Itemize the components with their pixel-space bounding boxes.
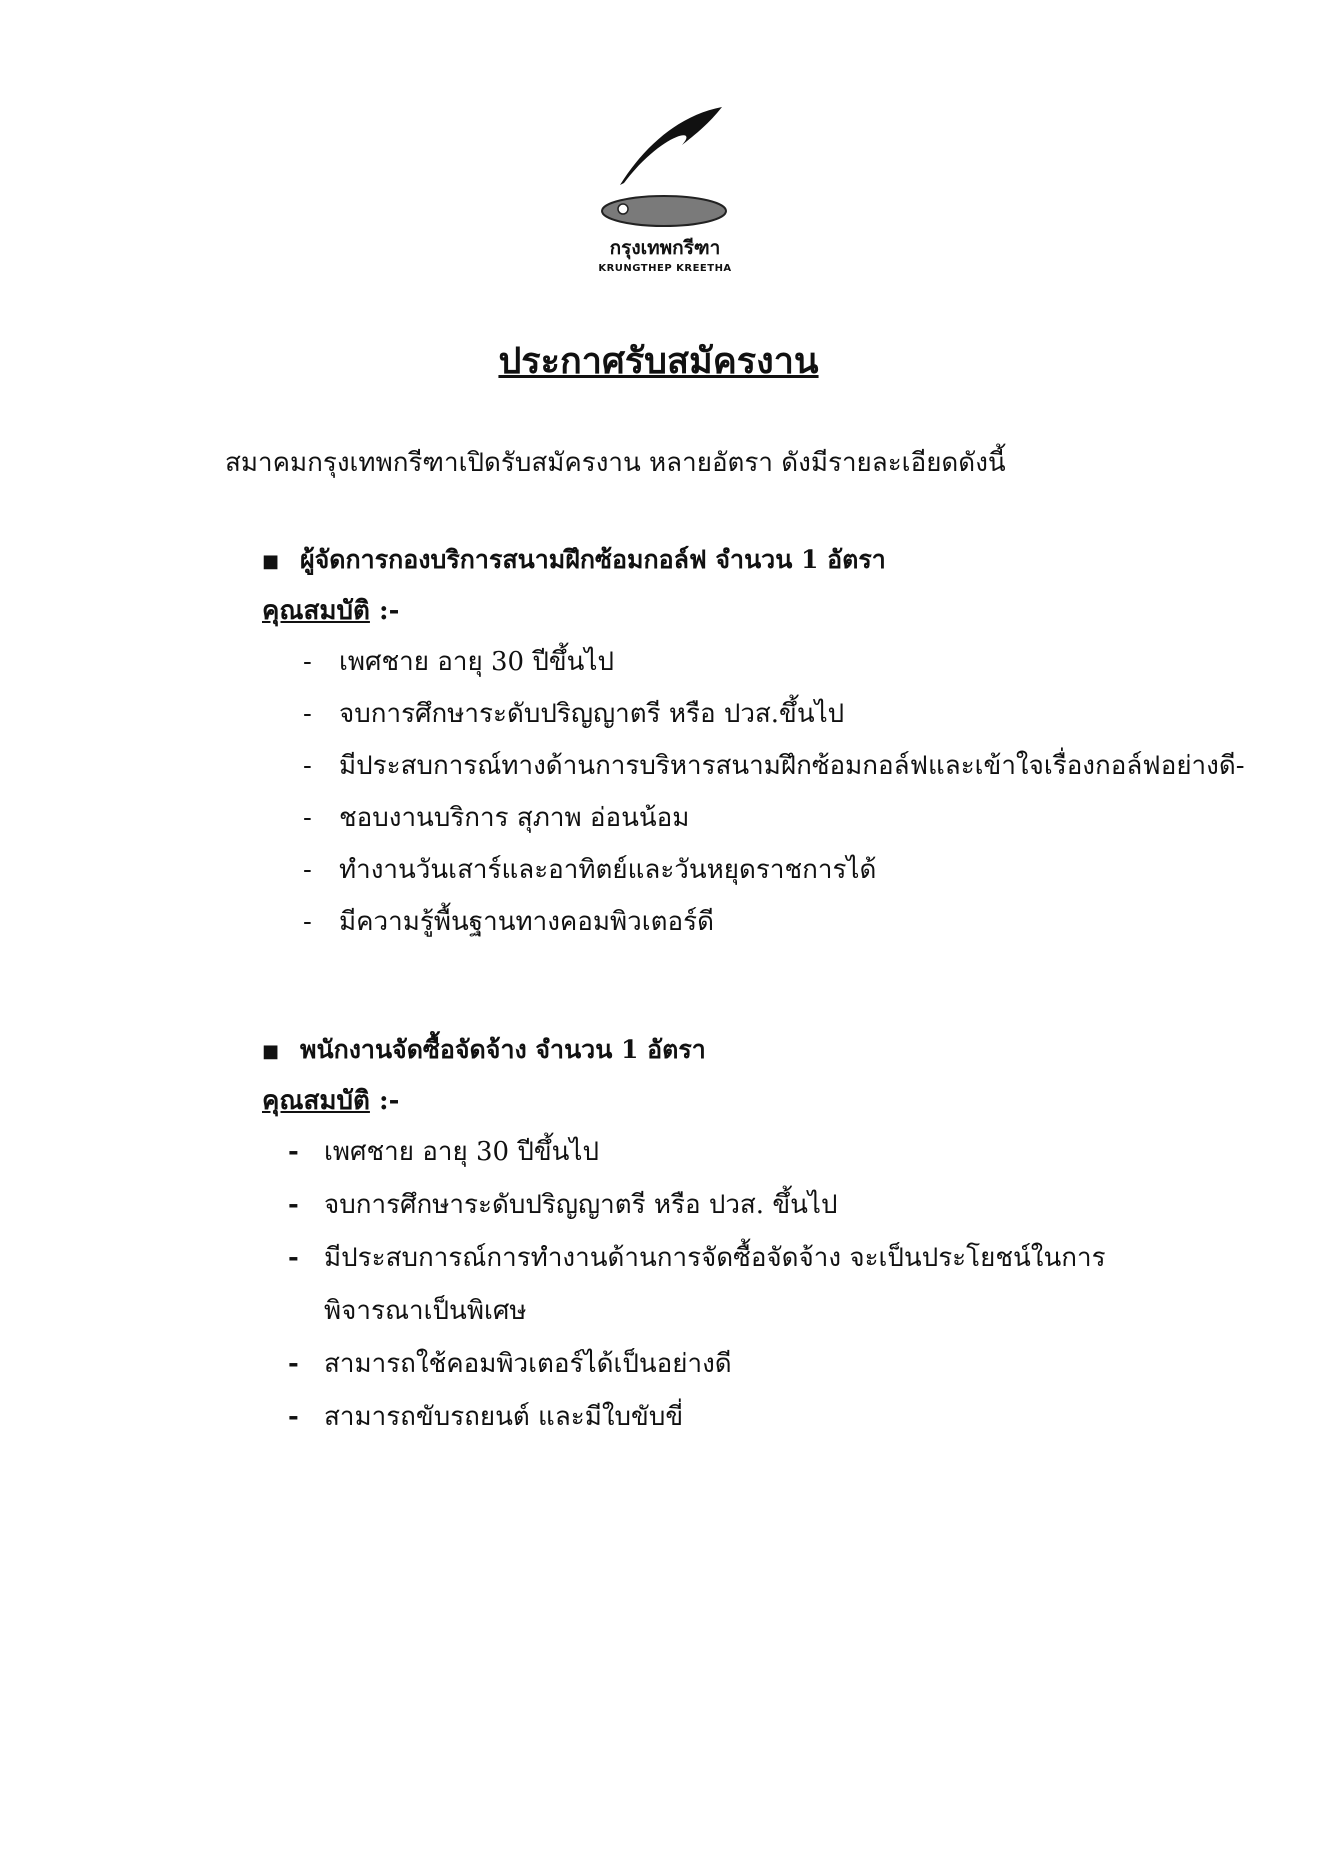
- dash-marker: -: [288, 1349, 299, 1379]
- logo-swoosh: [620, 107, 722, 185]
- list-item-text: จบการศึกษาระดับปริญญาตรี หรือ ปวส. ขึ้นไป: [324, 1190, 838, 1220]
- qualifications-label-suffix: :-: [369, 596, 400, 626]
- list-item-text: มีความรู้พื้นฐานทางคอมพิวเตอร์ดี: [339, 907, 715, 937]
- section-2-item-list: [288, 1126, 1106, 1444]
- section-1-heading: [262, 540, 886, 580]
- dash-marker: -: [288, 1243, 299, 1273]
- logo-dot: [618, 204, 628, 214]
- qualifications-label-text: คุณสมบัติ: [262, 1086, 370, 1116]
- list-item: [303, 792, 1245, 844]
- list-item: [288, 1126, 1106, 1179]
- qualifications-label-text: คุณสมบัติ: [262, 596, 370, 626]
- bullet-icon: ■: [262, 1041, 280, 1062]
- list-item-text: เพศชาย อายุ 30 ปีขึ้นไป: [339, 647, 614, 677]
- list-item: [288, 1391, 1106, 1444]
- list-item-text: มีประสบการณ์การทำงานด้านการจัดซื้อจัดจ้าง จะเป็นประโยชน์ในการ: [324, 1243, 1106, 1273]
- section-1-item-list: [303, 636, 1245, 948]
- dash-marker: -: [303, 803, 312, 833]
- intro-text: สมาคมกรุงเทพกรีฑาเปิดรับสมัครงาน หลายอัตรา ดังมีรายละเอียดดังนี้: [225, 448, 1006, 478]
- list-item: [288, 1179, 1106, 1232]
- list-item-text: เพศชาย อายุ 30 ปีขึ้นไป: [324, 1137, 599, 1167]
- dash-marker: -: [303, 751, 312, 781]
- logo-name-english: KRUNGTHEP KREETHA: [598, 263, 732, 274]
- list-item-text: ชอบงานบริการ สุภาพ อ่อนน้อม: [339, 803, 690, 833]
- list-item-text: สามารถใช้คอมพิวเตอร์ได้เป็นอย่างดี: [324, 1349, 732, 1379]
- dash-marker: -: [303, 855, 312, 885]
- list-item-text: มีประสบการณ์ทางด้านการบริหารสนามฝึกซ้อมกอล์ฟและเข้าใจเรื่องกอล์ฟอย่างดี-: [339, 751, 1245, 781]
- list-item: [303, 844, 1245, 896]
- dash-marker: -: [288, 1402, 299, 1432]
- list-item: [288, 1232, 1106, 1338]
- page-title: ประกาศรับสมัครงาน: [498, 340, 819, 382]
- list-item-text: สามารถขับรถยนต์ และมีใบขับขี่: [324, 1402, 684, 1432]
- section-2-heading: [262, 1030, 706, 1070]
- section-2-qualifications-label: [262, 1080, 399, 1121]
- logo-name-thai: กรุงเทพกรีฑา: [609, 237, 721, 259]
- logo-emblem-icon: [590, 105, 740, 230]
- list-item-text: ทำงานวันเสาร์และอาทิตย์และวันหยุดราชการได้: [339, 855, 877, 885]
- list-item-text: จบการศึกษาระดับปริญญาตรี หรือ ปวส.ขึ้นไป: [339, 699, 845, 729]
- list-item: [303, 636, 1245, 688]
- section-1-heading-text: ผู้จัดการกองบริการสนามฝึกซ้อมกอล์ฟ จำนวน 1 อัตรา: [300, 545, 886, 574]
- dash-marker: -: [303, 907, 312, 937]
- list-item-continuation-text: พิจารณาเป็นพิเศษ: [324, 1296, 527, 1326]
- list-item: [303, 688, 1245, 740]
- section-2-heading-text: พนักงานจัดซื้อจัดจ้าง จำนวน 1 อัตรา: [300, 1035, 706, 1064]
- qualifications-label-suffix: :-: [369, 1086, 400, 1116]
- dash-marker: -: [303, 699, 312, 729]
- list-item: [303, 896, 1245, 948]
- list-item: [303, 740, 1245, 792]
- list-item: [288, 1338, 1106, 1391]
- section-1-qualifications-label: [262, 590, 399, 631]
- krungthep-kreetha-logo: [590, 105, 740, 285]
- dash-marker: -: [303, 647, 312, 677]
- bullet-icon: ■: [262, 551, 280, 572]
- dash-marker: -: [288, 1190, 299, 1220]
- dash-marker: -: [288, 1137, 299, 1167]
